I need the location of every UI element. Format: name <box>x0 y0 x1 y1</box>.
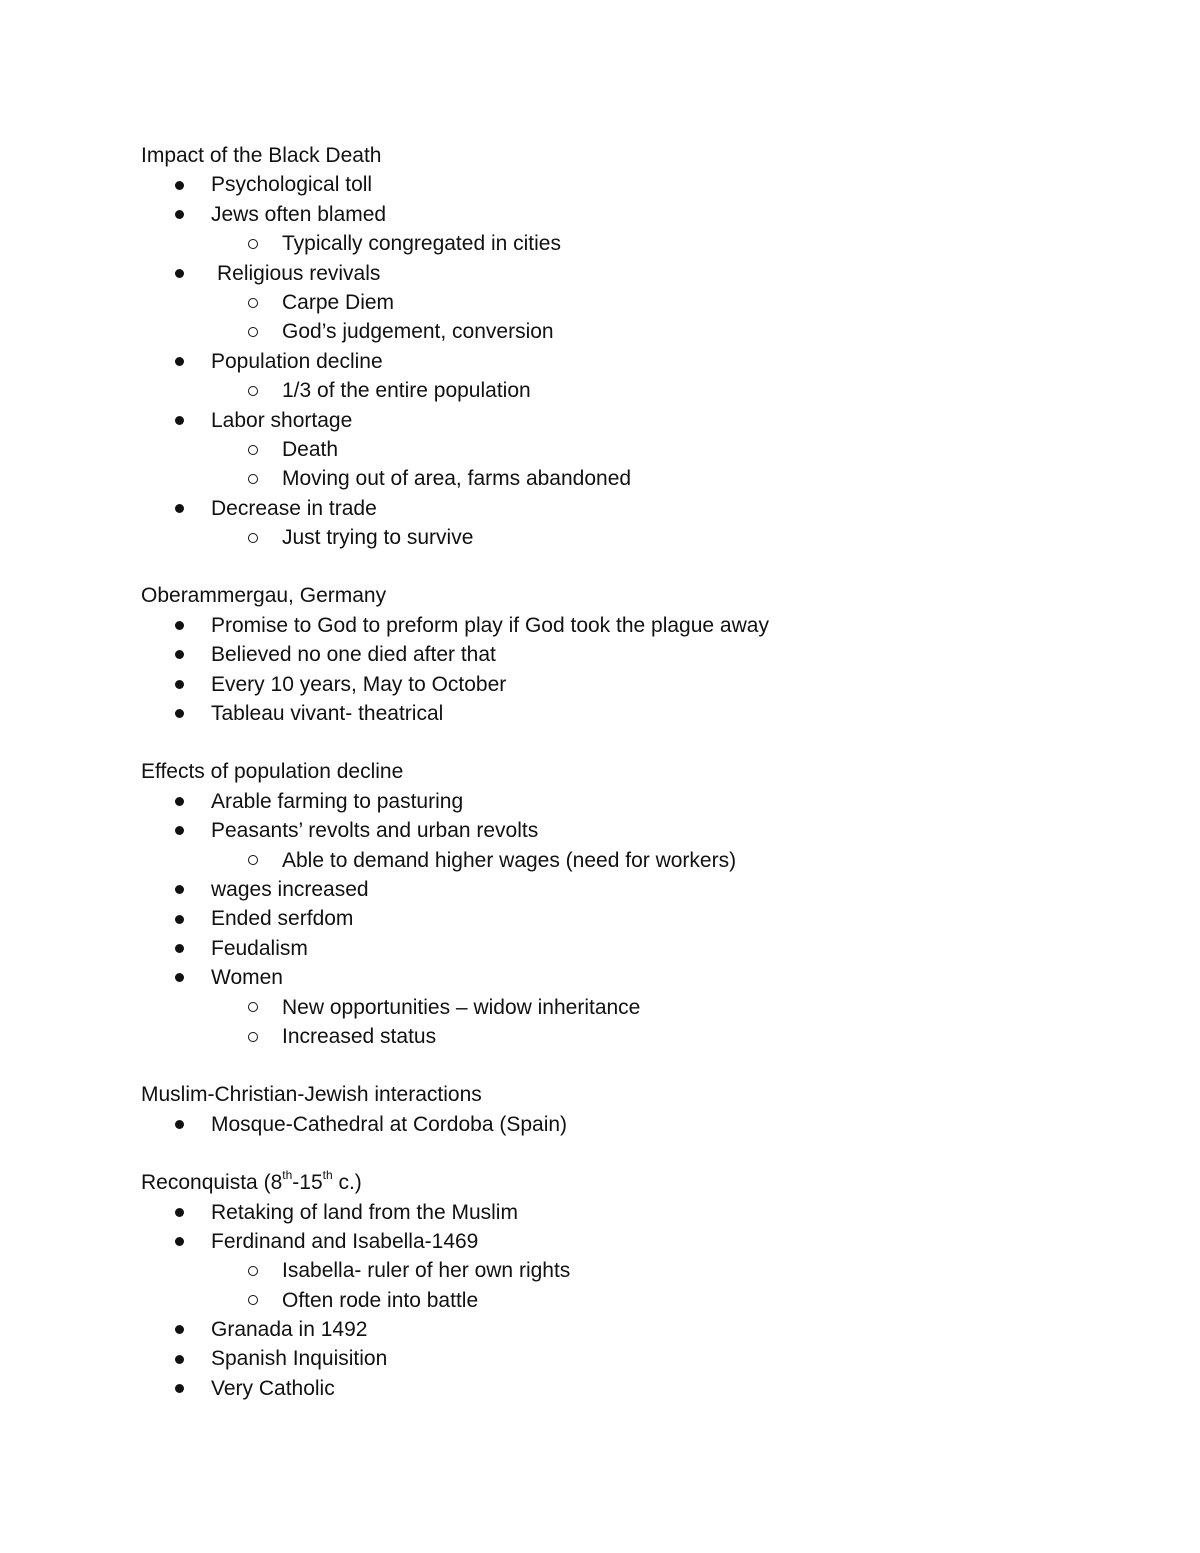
bullet-text: Religious revivals <box>217 261 381 285</box>
sub-bullet-text: Moving out of area, farms abandoned <box>282 467 632 491</box>
sub-bullet-text: Just trying to survive <box>282 526 474 550</box>
bullet-circle-icon <box>248 229 258 258</box>
bullet-dot-icon <box>175 1344 184 1373</box>
bullet-item <box>141 934 1121 963</box>
bullet-dot-icon <box>175 1110 184 1139</box>
sub-bullet-item <box>141 435 1121 464</box>
sub-bullet-item <box>141 317 1121 346</box>
sub-bullet-text: Able to demand higher wages (need for workers) <box>282 848 737 872</box>
bullet-text: Very Catholic <box>211 1376 335 1400</box>
bullet-item <box>141 963 1121 992</box>
bullet-item <box>141 1374 1121 1403</box>
paragraph-spacer <box>141 728 1121 757</box>
bullet-text: wages increased <box>211 877 369 901</box>
sub-bullet-text: Isabella- ruler of her own rights <box>282 1259 571 1283</box>
bullet-text: Spanish Inquisition <box>211 1347 388 1371</box>
bullet-dot-icon <box>175 875 184 904</box>
bullet-text: Tableau vivant- theatrical <box>211 702 444 726</box>
bullet-circle-icon <box>248 317 258 346</box>
bullet-text: Labor shortage <box>211 408 353 432</box>
bullet-text: Arable farming to pasturing <box>211 789 464 813</box>
bullet-text: Psychological toll <box>211 173 373 197</box>
heading-text: Reconquista (8 <box>141 1171 283 1195</box>
bullet-item <box>141 670 1121 699</box>
sub-bullet-text: 1/3 of the entire population <box>282 379 531 403</box>
bullet-item <box>141 1344 1121 1373</box>
paragraph-spacer <box>141 1139 1121 1168</box>
sub-bullet-text: Increased status <box>282 1024 437 1048</box>
sub-bullet-text: Carpe Diem <box>282 290 395 314</box>
bullet-dot-icon <box>175 934 184 963</box>
sub-bullet-item <box>141 376 1121 405</box>
sub-bullet-text: Often rode into battle <box>282 1288 479 1312</box>
bullet-text: Every 10 years, May to October <box>211 672 507 696</box>
bullet-text: Women <box>211 966 283 990</box>
bullet-circle-icon <box>248 993 258 1022</box>
bullet-item <box>141 406 1121 435</box>
bullet-circle-icon <box>248 1256 258 1285</box>
section-heading: Effects of population decline <box>141 760 404 784</box>
superscript: th <box>282 1168 293 1183</box>
bullet-dot-icon <box>175 1198 184 1227</box>
sub-bullet-item <box>141 288 1121 317</box>
sub-bullet-text: God’s judgement, conversion <box>282 320 554 344</box>
sub-bullet-text: Death <box>282 437 339 461</box>
bullet-dot-icon <box>175 611 184 640</box>
bullet-text: Mosque-Cathedral at Cordoba (Spain) <box>211 1112 568 1136</box>
bullet-text: Promise to God to preform play if God took the plague away <box>211 613 769 637</box>
bullet-dot-icon <box>175 904 184 933</box>
bullet-dot-icon <box>175 787 184 816</box>
bullet-item <box>141 170 1121 199</box>
bullet-item <box>141 875 1121 904</box>
bullet-circle-icon <box>248 1022 258 1051</box>
bullet-dot-icon <box>175 170 184 199</box>
bullet-item <box>141 347 1121 376</box>
document-page <box>141 141 1121 1403</box>
paragraph-spacer <box>141 552 1121 581</box>
bullet-item <box>141 611 1121 640</box>
bullet-dot-icon <box>175 640 184 669</box>
bullet-text: Retaking of land from the Muslim <box>211 1200 518 1224</box>
bullet-dot-icon <box>175 406 184 435</box>
bullet-dot-icon <box>175 200 184 229</box>
bullet-dot-icon <box>175 963 184 992</box>
section-heading: Muslim-Christian-Jewish interactions <box>141 1083 482 1107</box>
bullet-item <box>141 699 1121 728</box>
bullet-item <box>141 259 1121 288</box>
sub-bullet-item <box>141 1286 1121 1315</box>
bullet-text: Decrease in trade <box>211 496 377 520</box>
bullet-item <box>141 1198 1121 1227</box>
bullet-text: Granada in 1492 <box>211 1318 368 1342</box>
bullet-item <box>141 494 1121 523</box>
sub-bullet-item <box>141 1256 1121 1285</box>
bullet-item <box>141 1227 1121 1256</box>
bullet-circle-icon <box>248 376 258 405</box>
bullet-dot-icon <box>175 259 184 288</box>
sub-bullet-item <box>141 523 1121 552</box>
bullet-text: Feudalism <box>211 936 308 960</box>
bullet-circle-icon <box>248 846 258 875</box>
bullet-item <box>141 1315 1121 1344</box>
bullet-text: Peasants’ revolts and urban revolts <box>211 819 539 843</box>
section-heading: Impact of the Black Death <box>141 144 382 167</box>
bullet-dot-icon <box>175 1315 184 1344</box>
bullet-item <box>141 1110 1121 1139</box>
bullet-dot-icon <box>175 347 184 376</box>
bullet-text: Jews often blamed <box>211 202 387 226</box>
sub-bullet-item <box>141 846 1121 875</box>
bullet-item <box>141 904 1121 933</box>
bullet-text: Population decline <box>211 349 383 373</box>
bullet-circle-icon <box>248 288 258 317</box>
bullet-dot-icon <box>175 494 184 523</box>
bullet-circle-icon <box>248 1286 258 1315</box>
bullet-circle-icon <box>248 523 258 552</box>
bullet-circle-icon <box>248 464 258 493</box>
bullet-item <box>141 200 1121 229</box>
heading-text: -15 <box>292 1171 323 1195</box>
section-heading <box>141 1168 1121 1197</box>
section-heading: Oberammergau, Germany <box>141 584 387 608</box>
superscript: th <box>322 1168 333 1183</box>
bullet-item <box>141 787 1121 816</box>
sub-bullet-text: New opportunities – widow inheritance <box>282 995 641 1019</box>
bullet-circle-icon <box>248 435 258 464</box>
bullet-dot-icon <box>175 816 184 845</box>
bullet-dot-icon <box>175 1227 184 1256</box>
sub-bullet-item <box>141 1022 1121 1051</box>
paragraph-spacer <box>141 1051 1121 1080</box>
bullet-dot-icon <box>175 699 184 728</box>
bullet-text: Believed no one died after that <box>211 643 496 667</box>
sub-bullet-item <box>141 464 1121 493</box>
bullet-item <box>141 816 1121 845</box>
sub-bullet-item <box>141 229 1121 258</box>
bullet-text: Ended serfdom <box>211 907 354 931</box>
bullet-item <box>141 640 1121 669</box>
bullet-dot-icon <box>175 1374 184 1403</box>
sub-bullet-item <box>141 993 1121 1022</box>
heading-text: c.) <box>332 1171 362 1195</box>
sub-bullet-text: Typically congregated in cities <box>282 232 561 256</box>
bullet-text: Ferdinand and Isabella-1469 <box>211 1229 479 1253</box>
bullet-dot-icon <box>175 670 184 699</box>
